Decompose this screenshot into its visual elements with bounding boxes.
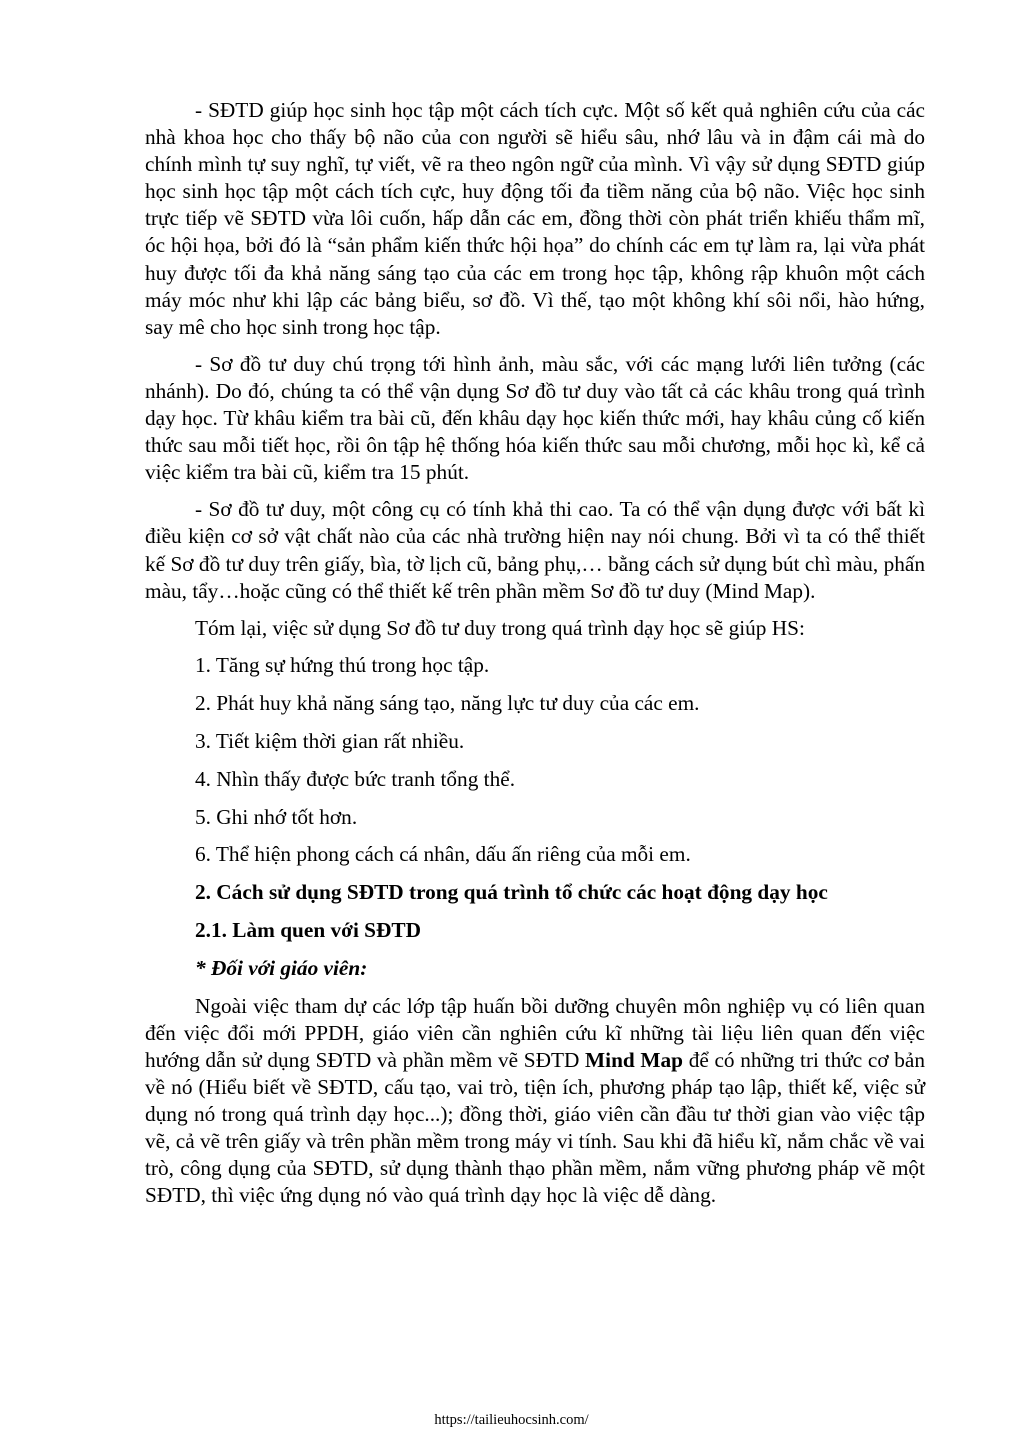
paragraph-teacher-part2: để có những tri thức cơ bản về nó (Hiểu biết về SĐTD, cấu tạo, vai trò, tiện ích, phương pháp tạo lập, thiết kế, việc sử dụng nó trong quá trình dạy học...); đồng thời, giáo viên cần đầu tư thời gian vào việc tập vẽ, cả vẽ trên giấy và trên phần mềm trong máy vi tính. Sau khi đã hiểu kĩ, nắm chắc về vai trò, công dụng của SĐTD, sử dụng thành thạo phần mềm, nắm vững phương pháp vẽ một SĐTD, thì việc ứng dụng nó vào quá trình dạy học là việc dễ dàng. [145,1047,926,1208]
list-item: 3. Tiết kiệm thời gian rất nhiều. [195,729,465,754]
list-item: 5. Ghi nhớ tốt hơn. [195,804,358,829]
paragraph-feasibility: - Sơ đồ tư duy, một công cụ có tính khả thi cao. Ta có thể vận dụng được với bất kì điều kiện cơ sở vật chất nào của các nhà trường hiện nay nói chung. Bởi vì ta có thể thiết kế Sơ đồ tư duy trên giấy, bìa, tờ lịch cũ, bảng phụ,… bằng cách sử dụng bút chì màu, phấn màu, tẩy…hoặc cũng có thể thiết kế trên phần mềm Sơ đồ tư duy (Mind Map). [145,497,925,603]
paragraph-images-colors: - Sơ đồ tư duy chú trọng tới hình ảnh, màu sắc, với các mạng lưới liên tưởng (các nhánh). Do đó, chúng ta có thể vận dụng Sơ đồ tư duy vào tất cả các khâu trong quá trình dạy học. Từ khâu kiểm tra bài cũ, đến khâu dạy học kiến thức mới, hay khâu củng cố kiến thức sau mỗi tiết học, rồi ôn tập hệ thống hóa kiến thức sau mỗi chương, mỗi học kì, kể cả việc kiểm tra bài cũ, kiểm tra 15 phút. [145,351,925,485]
paragraph-teacher [145,993,925,1210]
list-item: 6. Thể hiện phong cách cá nhân, dấu ấn riêng của mỗi em. [195,842,691,867]
list-item: 2. Phát huy khả năng sáng tạo, năng lực tư duy của các em. [195,691,700,716]
section-heading: 2. Cách sử dụng SĐTD trong quá trình tổ chức các hoạt động dạy học [195,880,828,905]
mind-map-term: Mind Map [585,1047,684,1072]
benefit-list [145,652,925,868]
list-item: 4. Nhìn thấy được bức tranh tổng thể. [195,766,516,791]
footer-url: https://tailieuhocsinh.com/ [434,1412,589,1428]
summary-line: Tóm lại, việc sử dụng Sơ đồ tư duy trong quá trình dạy học sẽ giúp HS: [195,615,805,640]
teacher-heading: * Đối với giáo viên: [195,955,368,980]
subsection-heading: 2.1. Làm quen với SĐTD [195,918,421,943]
paragraph-teacher-part1: Ngoài việc tham dự các lớp tập huấn bồi dưỡng chuyên môn nghiệp vụ có liên quan đến việc đổi mới PPDH, giáo viên cần nghiên cứu kĩ những tài liệu liên quan đến việc hướng dẫn sử dụng SĐTD và phần mềm vẽ SĐTD [145,993,925,1072]
document-page [145,97,925,1219]
paragraph-active-learning: - SĐTD giúp học sinh học tập một cách tích cực. Một số kết quả nghiên cứu của các nhà khoa học cho thấy bộ não của con người sẽ hiểu sâu, nhớ lâu và in đậm cái mà do chính mình tự suy nghĩ, tự viết, vẽ ra theo ngôn ngữ của mình. Vì vậy sử dụng SĐTD giúp học sinh học tập một cách tích cực, huy động tối đa tiềm năng của bộ não. Việc học sinh trực tiếp vẽ SĐTD vừa lôi cuốn, hấp dẫn các em, đồng thời còn phát triển khiếu thẩm mĩ, óc hội họa, bởi đó là “sản phẩm kiến thức hội họa” do chính các em tự làm ra, lại vừa phát huy được tối đa khả năng sáng tạo của các em trong học tập, không rập khuôn một cách máy móc như khi lập các bảng biểu, sơ đồ. Vì thế, tạo một không khí sôi nổi, hào hứng, say mê cho học sinh trong học tập. [145,98,925,339]
list-item: 1. Tăng sự hứng thú trong học tập. [195,653,490,678]
